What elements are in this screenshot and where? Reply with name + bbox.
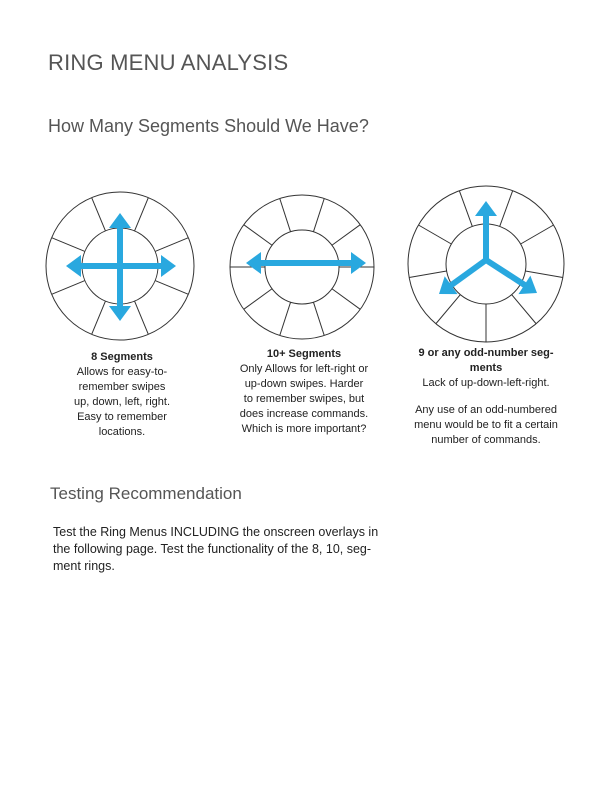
testing-paragraph-line: Test the Ring Menus INCLUDING the onscreen overlays in bbox=[53, 525, 379, 539]
option-8-line: locations. bbox=[98, 426, 146, 438]
segment-divider bbox=[500, 191, 513, 227]
arrow-horizontal-icon bbox=[246, 252, 366, 274]
option-9-caption bbox=[398, 346, 574, 448]
option-9-line: number of commands. bbox=[431, 434, 541, 446]
option-8-line: remember swipes bbox=[78, 381, 166, 393]
segment-divider bbox=[313, 302, 324, 335]
page-subtitle: How Many Segments Should We Have? bbox=[48, 116, 369, 136]
arrow-cross-icon bbox=[66, 213, 176, 321]
segment-divider bbox=[332, 289, 360, 310]
option-8-line: Easy to remember bbox=[77, 411, 167, 423]
testing-heading: Testing Recommendation bbox=[50, 484, 242, 503]
segment-divider bbox=[512, 295, 536, 324]
arrow-up-head bbox=[475, 201, 497, 216]
segment-divider bbox=[92, 301, 106, 334]
testing-paragraph-line: ment rings. bbox=[53, 559, 115, 573]
option-10-caption bbox=[222, 347, 386, 437]
segment-divider bbox=[52, 281, 85, 295]
arrow-down-head bbox=[109, 306, 131, 321]
option-9-heading: 9 or any odd-number seg- bbox=[418, 347, 554, 359]
arrow-up-head bbox=[109, 213, 131, 228]
option-9-line bbox=[398, 391, 574, 403]
option-8-line: Allows for easy-to- bbox=[76, 366, 168, 378]
page-title: RING MENU ANALYSIS bbox=[48, 50, 289, 75]
segment-divider bbox=[418, 225, 451, 244]
option-8-heading: 8 Segments bbox=[91, 351, 153, 363]
ring-10-segments bbox=[228, 193, 376, 341]
segment-divider bbox=[244, 225, 272, 246]
option-8-caption bbox=[50, 350, 194, 440]
segment-divider bbox=[332, 225, 360, 246]
option-10-line: Which is more important? bbox=[241, 423, 367, 435]
segment-divider bbox=[436, 295, 460, 324]
segment-divider bbox=[244, 289, 272, 310]
segment-divider bbox=[280, 199, 291, 232]
arrow-right-head bbox=[351, 252, 366, 274]
arrow-down-right-shaft bbox=[486, 260, 526, 286]
arrow-right-head bbox=[161, 255, 176, 277]
option-10-line: to remember swipes, but bbox=[243, 393, 365, 405]
segment-divider bbox=[409, 271, 446, 278]
segment-divider bbox=[280, 302, 291, 335]
option-9-line: Lack of up-down-left-right. bbox=[422, 377, 550, 389]
segment-divider bbox=[52, 238, 85, 252]
segment-divider bbox=[155, 281, 188, 295]
testing-paragraph bbox=[53, 524, 433, 575]
option-9-line: Any use of an odd-numbered bbox=[415, 404, 557, 416]
segment-divider bbox=[459, 191, 472, 227]
arrow-down-left-shaft bbox=[450, 260, 486, 286]
ring-9-segments bbox=[406, 184, 566, 344]
segment-divider bbox=[135, 198, 149, 231]
option-10-line: Only Allows for left-right or bbox=[239, 363, 369, 375]
option-10-line: does increase commands. bbox=[239, 408, 369, 420]
segment-divider bbox=[135, 301, 149, 334]
segment-divider bbox=[92, 198, 106, 231]
segment-divider bbox=[313, 199, 324, 232]
segment-divider bbox=[521, 225, 554, 244]
ring-8-segments bbox=[44, 190, 196, 342]
option-9-line: menu would be to fit a certain bbox=[414, 419, 558, 431]
arrow-left-head bbox=[66, 255, 81, 277]
arrow-left-head bbox=[246, 252, 261, 274]
option-9-heading: ments bbox=[469, 362, 503, 374]
option-10-line: up-down swipes. Harder bbox=[244, 378, 364, 390]
option-10-heading: 10+ Segments bbox=[266, 348, 342, 360]
segment-divider bbox=[155, 238, 188, 252]
option-8-line: up, down, left, right. bbox=[74, 396, 170, 408]
testing-paragraph-line: the following page. Test the functionality of the 8, 10, seg- bbox=[53, 542, 372, 556]
segment-divider bbox=[525, 271, 562, 278]
